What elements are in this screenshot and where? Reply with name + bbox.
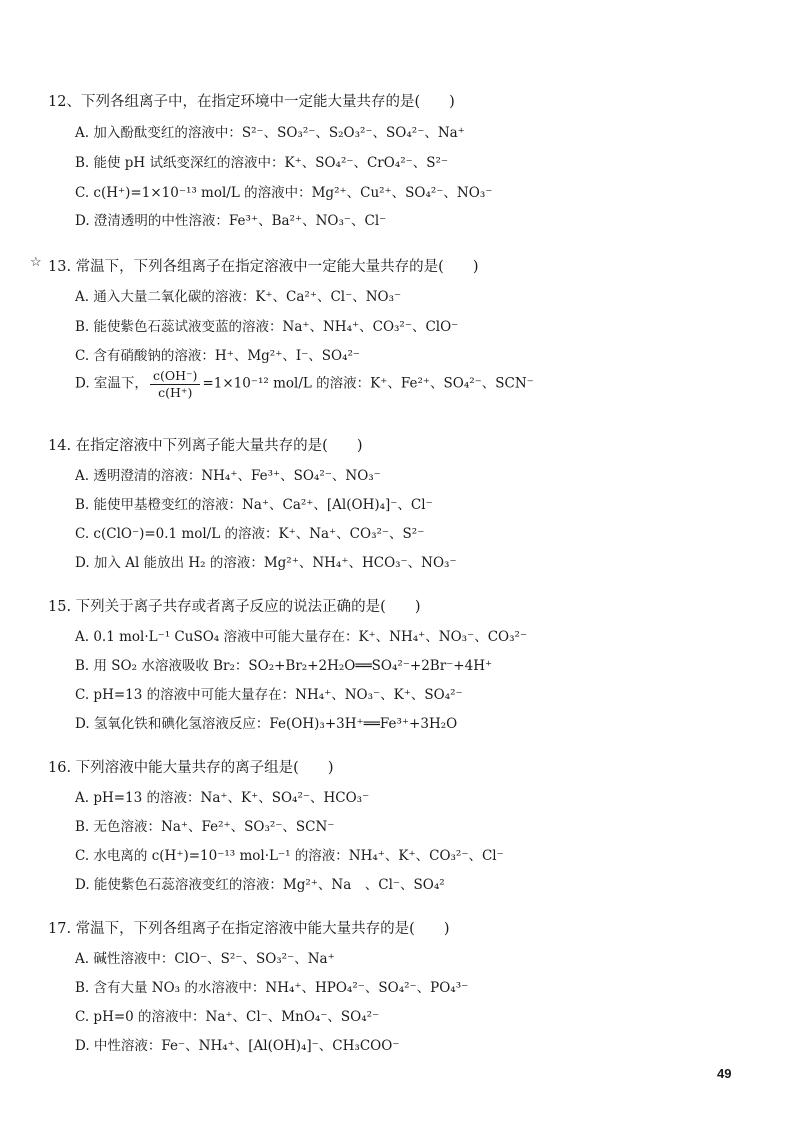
option-b: B. 用 SO₂ 水溶液吸收 Br₂：SO₂+Br₂+2H₂O══SO₄²⁻+2Br⁻+4H⁺ xyxy=(75,658,493,674)
option-b: B. 能使甲基橙变红的溶液：Na⁺、Ca²⁺、[Al(OH)₄]⁻、Cl⁻ xyxy=(75,497,433,513)
fraction xyxy=(150,368,201,400)
option-c: C. pH=0 的溶液中：Na⁺、Cl⁻、MnO₄⁻、SO₄²⁻ xyxy=(75,1009,380,1025)
option-d: D. 能使紫色石蕊溶液变红的溶液：Mg²⁺、Na 、Cl⁻、SO₄² xyxy=(75,877,445,893)
option-d-suffix: =1×10⁻¹² mol/L 的溶液：K⁺、Fe²⁺、SO₄²⁻、SCN⁻ xyxy=(202,375,534,392)
option-a: A. 碱性溶液中：ClO⁻、S²⁻、SO₃²⁻、Na⁺ xyxy=(75,951,335,967)
option-c: C. 水电离的 c(H⁺)=10⁻¹³ mol·L⁻¹ 的溶液：NH₄⁺、K⁺、CO₃²⁻、Cl⁻ xyxy=(75,848,504,864)
option-a: A. 通入大量二氧化碳的溶液：K⁺、Ca²⁺、Cl⁻、NO₃⁻ xyxy=(75,289,402,305)
question-stem: 14. 在指定溶液中下列离子能大量共存的是( ) xyxy=(48,438,363,454)
option-c: C. c(ClO⁻)=0.1 mol/L 的溶液：K⁺、Na⁺、CO₃²⁻、S²⁻ xyxy=(75,526,425,542)
option-b: B. 含有大量 NO₃ 的水溶液中：NH₄⁺、HPO₄²⁻、SO₄²⁻、PO₄³⁻ xyxy=(75,980,469,996)
option-b: B. 能使紫色石蕊试液变蓝的溶液：Na⁺、NH₄⁺、CO₃²⁻、ClO⁻ xyxy=(75,319,459,335)
fraction-denominator: c(H⁺) xyxy=(158,384,193,400)
option-c: C. c(H⁺)=1×10⁻¹³ mol/L 的溶液中：Mg²⁺、Cu²⁺、SO₄²⁻、NO₃⁻ xyxy=(75,185,493,201)
question-stem: 12、下列各组离子中，在指定环境中一定能大量共存的是( ) xyxy=(48,94,455,110)
option-d xyxy=(75,368,534,400)
option-c: C. 含有硝酸钠的溶液：H⁺、Mg²⁺、I⁻、SO₄²⁻ xyxy=(75,348,361,364)
option-d: D. 氢氧化铁和碘化氢溶液反应：Fe(OH)₃+3H⁺══Fe³⁺+3H₂O xyxy=(75,716,458,732)
option-a: A. 0.1 mol·L⁻¹ CuSO₄ 溶液中可能大量存在：K⁺、NH₄⁺、NO₃⁻、CO₃²⁻ xyxy=(75,629,528,645)
option-a: A. 加入酚酞变红的溶液中：S²⁻、SO₃²⁻、S₂O₃²⁻、SO₄²⁻、Na⁺ xyxy=(75,125,465,141)
question-stem: 13. 常温下，下列各组离子在指定溶液中一定能大量共存的是( ) xyxy=(48,259,479,275)
option-d: D. 中性溶液：Fe⁻、NH₄⁺、[Al(OH)₄]⁻、CH₃COO⁻ xyxy=(75,1038,400,1054)
question-stem: 16. 下列溶液中能大量共存的离子组是( ) xyxy=(48,760,334,776)
question-stem: 15. 下列关于离子共存或者离子反应的说法正确的是( ) xyxy=(48,599,421,615)
option-d: D. 澄清透明的中性溶液：Fe³⁺、Ba²⁺、NO₃⁻、Cl⁻ xyxy=(75,213,387,229)
option-a: A. pH=13 的溶液：Na⁺、K⁺、SO₄²⁻、HCO₃⁻ xyxy=(75,790,370,806)
question-stem: 17. 常温下，下列各组离子在指定溶液中能大量共存的是( ) xyxy=(48,921,450,937)
star-icon: ☆ xyxy=(30,255,42,270)
option-b: B. 无色溶液：Na⁺、Fe²⁺、SO₃²⁻、SCN⁻ xyxy=(75,819,335,835)
option-d: D. 加入 Al 能放出 H₂ 的溶液：Mg²⁺、NH₄⁺、HCO₃⁻、NO₃⁻ xyxy=(75,555,457,571)
option-b: B. 能使 pH 试纸变深红的溶液中：K⁺、SO₄²⁻、CrO₄²⁻、S²⁻ xyxy=(75,155,449,171)
option-a: A. 透明澄清的溶液：NH₄⁺、Fe³⁺、SO₄²⁻、NO₃⁻ xyxy=(75,468,381,484)
fraction-numerator: c(OH⁻) xyxy=(150,368,201,385)
option-d-prefix: D. 室温下， xyxy=(75,375,148,392)
page-number: 49 xyxy=(717,1066,732,1081)
option-c: C. pH=13 的溶液中可能大量存在：NH₄⁺、NO₃⁻、K⁺、SO₄²⁻ xyxy=(75,687,463,703)
